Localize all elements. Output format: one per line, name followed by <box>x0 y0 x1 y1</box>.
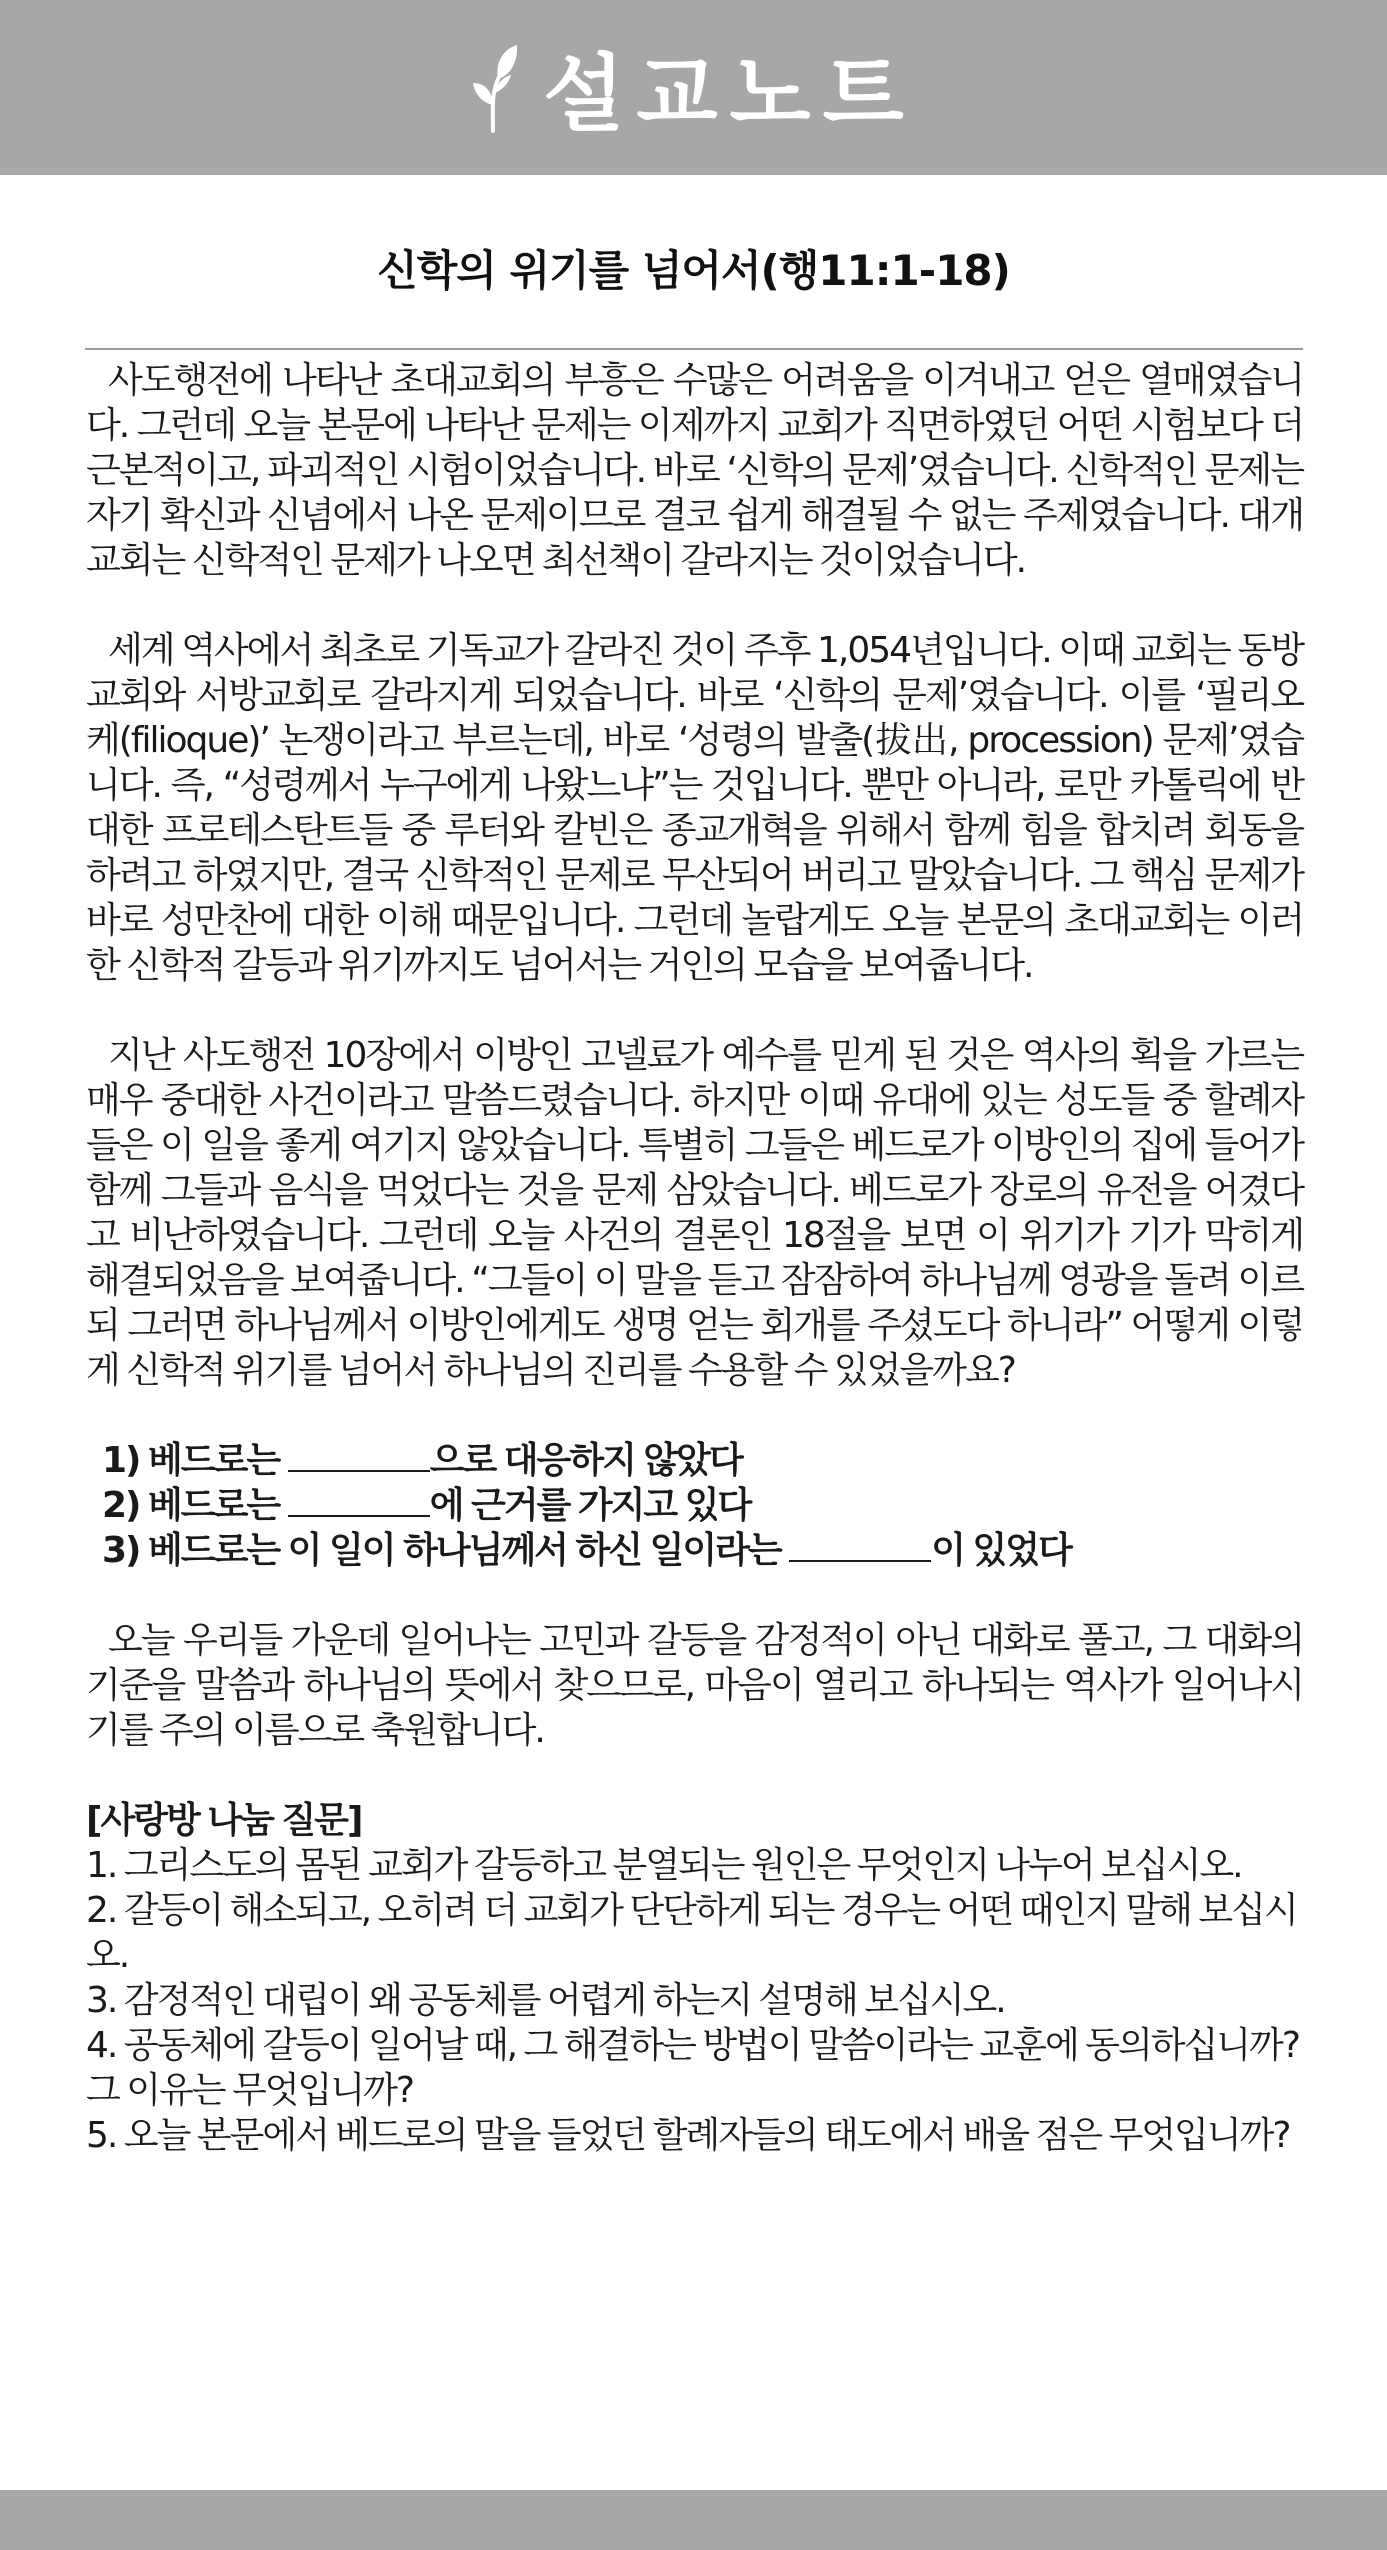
blank-item-text: 이 있었다 <box>931 1530 1071 1571</box>
sermon-paragraph-3: 지난 사도행전 10장에서 이방인 고넬료가 예수를 믿게 된 것은 역사의 획을 가르는 매우 중대한 사건이라고 말씀드렸습니다. 하지만 이때 유대에 있는 성도들 중 할례자들은 이 일을 좋게 여기지 않았습니다. 특별히 그들은 베드로가 이방인의 집에 들어가 함께 그들과 음식을 먹었다는 것을 문제 삼았습니다. 베드로가 장로의 유전을 어겼다고 비난하였습니다. 그런데 오늘 사건의 결론인 18절을 보면 이 위기가 기가 막히게 해결되었음을 보여줍니다. “그들이 이 말을 듣고 잠잠하여 하나님께 영광을 돌려 이르되 그러면 하나님께서 이방인에게도 생명 얻는 회개를 주셨도다 하니라” 어떻게 이렇게 신학적 위기를 넘어서 하나님의 진리를 수용할 수 있었을까요? <box>86 1035 1303 1391</box>
blank-item-1 <box>102 1438 1303 1483</box>
question-item: 5. 오늘 본문에서 베드로의 말을 들었던 할례자들의 태도에서 배울 점은 무엇입니까? <box>86 2115 1290 2156</box>
question-item: 1. 그리스도의 몸된 교회가 갈등하고 분열되는 원인은 무엇인지 나누어 보십시오. <box>86 1845 1242 1886</box>
questions-heading: [사랑방 나눔 질문] <box>86 1800 362 1841</box>
blank-item-text: 1) 베드로는 <box>102 1440 288 1481</box>
leaf-sprout-icon <box>471 43 521 133</box>
question-item: 3. 감정적인 대립이 왜 공동체를 어렵게 하는지 설명해 보십시오. <box>86 1980 1005 2021</box>
sermon-paragraph-1: 사도행전에 나타난 초대교회의 부흥은 수많은 어려움을 이겨내고 얻은 열매였습니다. 그런데 오늘 본문에 나타난 문제는 이제까지 교회가 직면하였던 어떤 시험보다 더 근본적이고, 파괴적인 시험이었습니다. 바로 ‘신학의 문제’였습니다. 신학적인 문제는 자기 확신과 신념에서 나온 문제이므로 결코 쉽게 해결될 수 없는 주제였습니다. 대개 교회는 신학적인 문제가 나오면 최선책이 갈라지는 것이었습니다. <box>86 360 1303 581</box>
blank-item-text: 으로 대응하지 않았다 <box>429 1440 742 1481</box>
blank-line <box>288 1485 430 1517</box>
blank-line <box>288 1440 430 1472</box>
question-item: 4. 공동체에 갈등이 일어날 때, 그 해결하는 방법이 말씀이라는 교훈에 동의하십니까? 그 이유는 무엇입니까? <box>86 2025 1299 2111</box>
blank-item-text: 2) 베드로는 <box>102 1485 288 1526</box>
question-item: 2. 갈등이 해소되고, 오히려 더 교회가 단단하게 되는 경우는 어떤 때인지 말해 보십시오. <box>86 1890 1297 1976</box>
header-bar <box>0 0 1387 175</box>
fill-in-blanks <box>86 1438 1303 1573</box>
sermon-title: 신학의 위기를 넘어서(행11:1-18) <box>377 246 1010 295</box>
discussion-questions <box>86 1798 1303 2158</box>
blank-item-text: 3) 베드로는 이 일이 하나님께서 하신 일이라는 <box>102 1530 790 1571</box>
blank-item-text: 에 근거를 가지고 있다 <box>429 1485 751 1526</box>
sermon-paragraph-2: 세계 역사에서 최초로 기독교가 갈라진 것이 주후 1,054년입니다. 이때 교회는 동방교회와 서방교회로 갈라지게 되었습니다. 바로 ‘신학의 문제’였습니다. 이를 ‘필리오케(filioque)’ 논쟁이라고 부르는데, 바로 ‘성령의 발출(拔出, procession) 문제’였습니다. 즉, “성령께서 누구에게 나왔느냐”는 것입니다. 뿐만 아니라, 로만 카톨릭에 반대한 프로테스탄트들 중 루터와 칼빈은 종교개혁을 위해서 함께 힘을 합치려 회동을 하려고 하였지만, 결국 신학적인 문제로 무산되어 버리고 말았습니다. 그 핵심 문제가 바로 성만찬에 대한 이해 때문입니다. 그런데 놀랍게도 오늘 본문의 초대교회는 이러한 신학적 갈등과 위기까지도 넘어서는 거인의 모습을 보여줍니다. <box>86 630 1303 986</box>
footer-bar <box>0 2490 1387 2550</box>
sermon-paragraph-4: 오늘 우리들 가운데 일어나는 고민과 갈등을 감정적이 아닌 대화로 풀고, 그 대화의 기준을 말씀과 하나님의 뜻에서 찾으므로, 마음이 열리고 하나되는 역사가 일어나시기를 주의 이름으로 축원합니다. <box>86 1620 1303 1751</box>
blank-line <box>789 1530 931 1562</box>
header-logo <box>471 27 916 148</box>
blank-item-3 <box>102 1528 1303 1573</box>
sermon-content <box>86 358 1303 2158</box>
blank-item-2 <box>102 1483 1303 1528</box>
title-divider <box>85 348 1303 350</box>
app-title: 설교노트 <box>543 45 916 143</box>
